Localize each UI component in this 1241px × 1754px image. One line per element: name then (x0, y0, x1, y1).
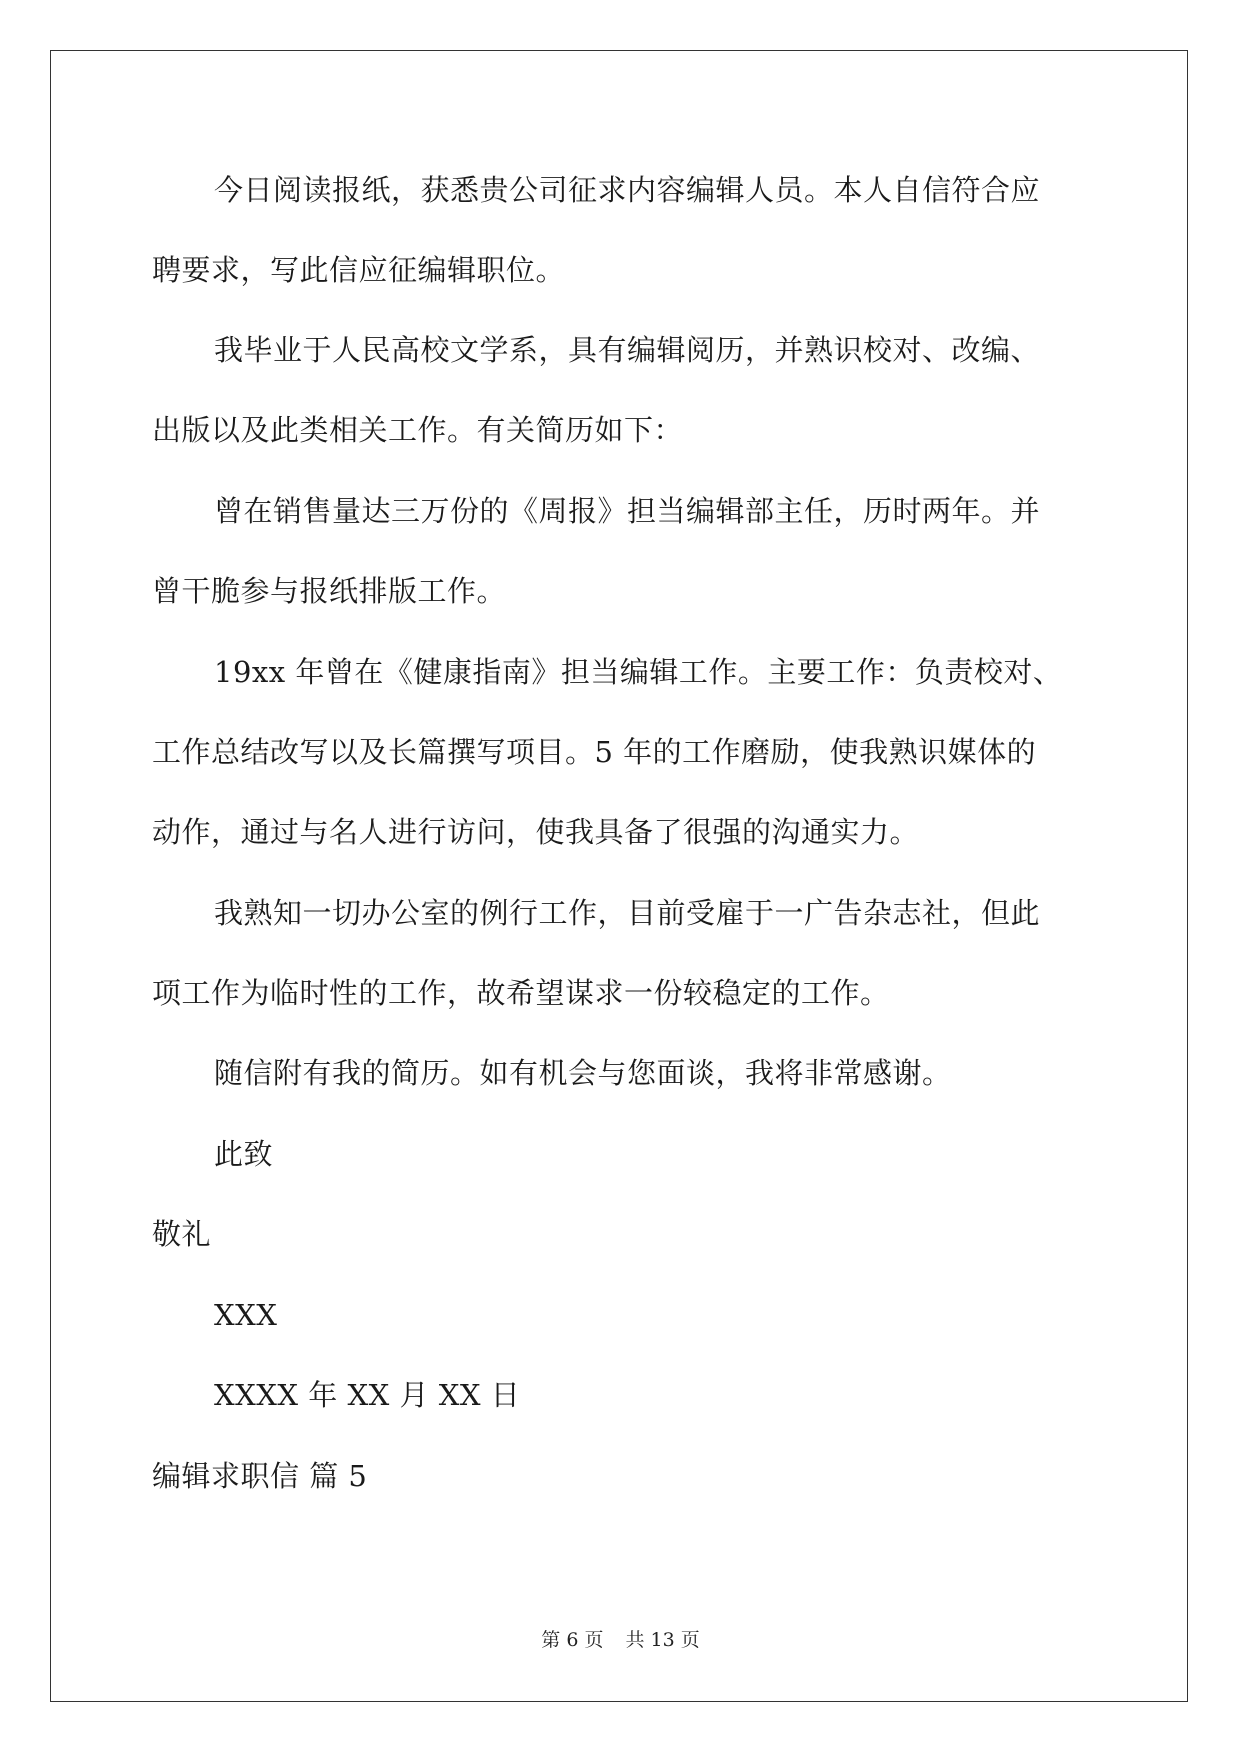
page-number-current: 第 6 页 (541, 1629, 604, 1651)
paragraph-line: 出版以及此类相关工作。有关简历如下： (152, 413, 684, 447)
signature-name: XXX (214, 1298, 278, 1332)
paragraph-line: 随信附有我的简历。如有机会与您面谈，我将非常感谢。 (214, 1056, 952, 1090)
closing-regards: 敬礼 (152, 1217, 212, 1251)
signature-date: XXXX 年 XX 月 XX 日 (214, 1378, 521, 1412)
page-number-total: 共 13 页 (625, 1629, 700, 1651)
paragraph-line: 聘要求，写此信应征编辑职位。 (152, 253, 566, 287)
paragraph-line: 项工作为临时性的工作，故希望谋求一份较稳定的工作。 (152, 976, 890, 1010)
closing-salutation: 此致 (214, 1137, 274, 1171)
paragraph-line: 今日阅读报纸，获悉贵公司征求内容编辑人员。本人自信符合应 (214, 173, 1041, 207)
paragraph-line: 动作，通过与名人进行访问，使我具备了很强的沟通实力。 (152, 815, 920, 849)
paragraph-line: 我熟知一切办公室的例行工作，目前受雇于一广告杂志社，但此 (214, 896, 1041, 930)
paragraph-line: 曾在销售量达三万份的《周报》担当编辑部主任，历时两年。并 (214, 494, 1041, 528)
paragraph-line: 我毕业于人民高校文学系，具有编辑阅历，并熟识校对、改编、 (214, 333, 1041, 367)
section-heading: 编辑求职信 篇 5 (152, 1459, 368, 1493)
paragraph-line: 19xx 年曾在《健康指南》担当编辑工作。主要工作：负责校对、 (214, 655, 1063, 689)
page-footer (0, 1628, 1241, 1652)
paragraph-line: 工作总结改写以及长篇撰写项目。5 年的工作磨励，使我熟识媒体的 (152, 735, 1037, 769)
paragraph-line: 曾干脆参与报纸排版工作。 (152, 574, 507, 608)
page-frame (50, 50, 1188, 1702)
